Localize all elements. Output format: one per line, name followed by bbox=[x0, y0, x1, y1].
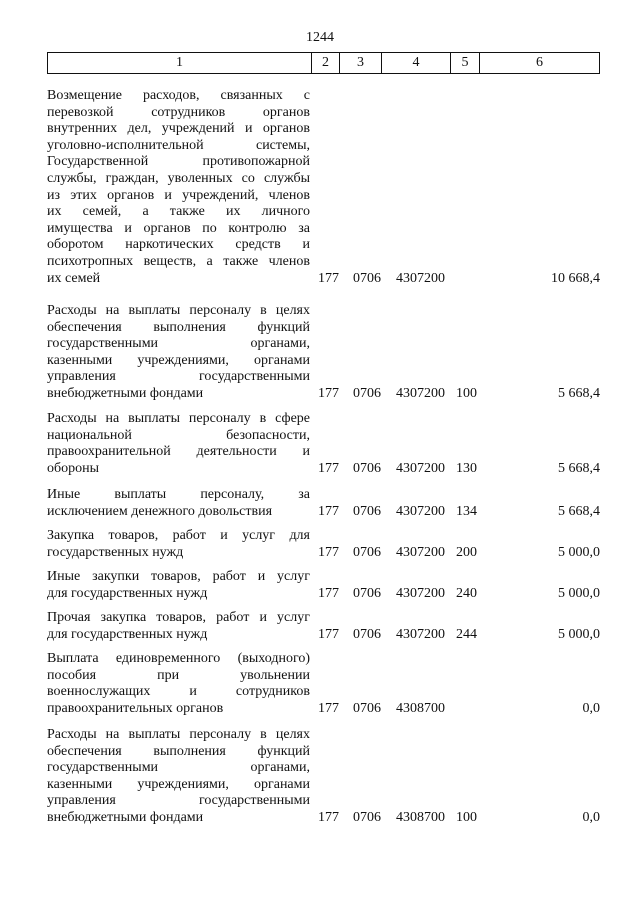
cell-col-6: 5 668,4 bbox=[558, 503, 600, 519]
column-header-6: 6 bbox=[480, 53, 600, 74]
column-header-table bbox=[47, 52, 600, 74]
description-line: службы, граждан, уволенных со службы bbox=[47, 170, 310, 186]
cell-col-2: 177 bbox=[318, 460, 339, 476]
description-line: правоохранительной деятельности и bbox=[47, 444, 310, 460]
description-line: имущества и органов по контролю за bbox=[47, 220, 310, 236]
cell-col-6: 5 668,4 bbox=[558, 460, 600, 476]
description-line: Возмещение расходов, связанных с bbox=[47, 88, 310, 103]
cell-col-3: 0706 bbox=[353, 503, 381, 519]
cell-col-2: 177 bbox=[318, 700, 339, 716]
cell-col-5: 100 bbox=[456, 810, 477, 825]
cell-col-4: 4307200 bbox=[396, 626, 445, 642]
column-header-5: 5 bbox=[451, 53, 480, 74]
cell-col-6: 5 000,0 bbox=[558, 585, 600, 601]
description-line: перевозкой сотрудников органов bbox=[47, 104, 310, 120]
column-header-2: 2 bbox=[312, 53, 340, 74]
cell-col-4: 4307200 bbox=[396, 503, 445, 519]
description-line: их семей, а также их личного bbox=[47, 204, 310, 220]
cell-col-5: 100 bbox=[456, 386, 477, 401]
cell-col-5: 200 bbox=[456, 544, 477, 560]
cell-col-2: 177 bbox=[318, 585, 339, 601]
row-description bbox=[47, 727, 310, 827]
cell-col-5: 130 bbox=[456, 460, 477, 476]
cell-col-4: 4307200 bbox=[396, 386, 445, 401]
cell-col-2: 177 bbox=[318, 544, 339, 560]
description-line: исключением денежного довольствия bbox=[47, 503, 273, 519]
row-description bbox=[47, 487, 310, 520]
row-description bbox=[47, 569, 310, 602]
cell-col-3: 0706 bbox=[353, 270, 381, 286]
description-line: Расходы на выплаты персоналу в целях bbox=[47, 303, 310, 318]
cell-col-4: 4307200 bbox=[396, 270, 445, 286]
description-line: для государственных нужд bbox=[47, 585, 208, 601]
description-line: внебюджетными фондами bbox=[47, 809, 204, 825]
description-line: Расходы на выплаты персоналу в сфере bbox=[47, 411, 310, 426]
description-line: управления государственными bbox=[47, 793, 310, 809]
cell-col-4: 4308700 bbox=[396, 700, 445, 716]
cell-col-3: 0706 bbox=[353, 810, 381, 825]
description-line: психотропных веществ, а также членов bbox=[47, 253, 310, 269]
description-line: Выплата единовременного (выходного) bbox=[47, 651, 310, 666]
description-line: Иные выплаты персоналу, за bbox=[47, 487, 310, 502]
description-line: обороны bbox=[47, 460, 100, 476]
description-line: из этих органов и учреждений, членов bbox=[47, 187, 310, 203]
description-line: государственных нужд bbox=[47, 544, 184, 560]
description-line: пособия при увольнении bbox=[47, 667, 310, 683]
description-line: государственными органами, bbox=[47, 336, 310, 352]
description-line: уголовно-исполнительной системы, bbox=[47, 137, 310, 153]
row-description bbox=[47, 610, 310, 643]
description-line: казенными учреждениями, органами bbox=[47, 776, 310, 792]
column-header-1: 1 bbox=[48, 53, 312, 74]
cell-col-2: 177 bbox=[318, 503, 339, 519]
cell-col-6: 5 000,0 bbox=[558, 626, 600, 642]
description-line: обеспечения выполнения функций bbox=[47, 319, 310, 335]
description-line: военнослужащих и сотрудников bbox=[47, 684, 310, 700]
cell-col-6: 0,0 bbox=[582, 810, 600, 825]
cell-col-4: 4307200 bbox=[396, 585, 445, 601]
description-line: оборотом наркотических средств и bbox=[47, 237, 310, 253]
column-header-4: 4 bbox=[382, 53, 451, 74]
cell-col-2: 177 bbox=[318, 626, 339, 642]
cell-col-3: 0706 bbox=[353, 626, 381, 642]
cell-col-6: 0,0 bbox=[582, 700, 600, 716]
description-line: правоохранительных органов bbox=[47, 700, 224, 716]
cell-col-5: 244 bbox=[456, 626, 477, 642]
cell-col-6: 10 668,4 bbox=[551, 270, 600, 286]
description-line: обеспечения выполнения функций bbox=[47, 743, 310, 759]
description-line: Расходы на выплаты персоналу в целях bbox=[47, 727, 310, 742]
cell-col-6: 5 000,0 bbox=[558, 544, 600, 560]
description-line: Прочая закупка товаров, работ и услуг bbox=[47, 610, 310, 625]
description-line: их семей bbox=[47, 270, 101, 286]
cell-col-3: 0706 bbox=[353, 544, 381, 560]
cell-col-3: 0706 bbox=[353, 386, 381, 401]
description-line: Иные закупки товаров, работ и услуг bbox=[47, 569, 310, 584]
cell-col-2: 177 bbox=[318, 270, 339, 286]
cell-col-4: 4308700 bbox=[396, 810, 445, 825]
cell-col-5: 134 bbox=[456, 503, 477, 519]
description-line: Государственной противопожарной bbox=[47, 154, 310, 170]
page-number: 1244 bbox=[306, 30, 334, 45]
description-line: внебюджетными фондами bbox=[47, 385, 204, 401]
cell-col-2: 177 bbox=[318, 810, 339, 825]
column-header-3: 3 bbox=[340, 53, 382, 74]
cell-col-5: 240 bbox=[456, 585, 477, 601]
description-line: Закупка товаров, работ и услуг для bbox=[47, 528, 310, 543]
cell-col-3: 0706 bbox=[353, 700, 381, 716]
cell-col-3: 0706 bbox=[353, 585, 381, 601]
row-description bbox=[47, 528, 310, 561]
description-line: государственными органами, bbox=[47, 760, 310, 776]
description-line: национальной безопасности, bbox=[47, 427, 310, 443]
cell-col-4: 4307200 bbox=[396, 544, 445, 560]
cell-col-3: 0706 bbox=[353, 460, 381, 476]
cell-col-4: 4307200 bbox=[396, 460, 445, 476]
cell-col-2: 177 bbox=[318, 386, 339, 401]
row-description bbox=[47, 651, 310, 717]
description-line: для государственных нужд bbox=[47, 626, 208, 642]
row-description bbox=[47, 411, 310, 477]
description-line: управления государственными bbox=[47, 369, 310, 385]
cell-col-6: 5 668,4 bbox=[558, 386, 600, 401]
row-description bbox=[47, 88, 310, 287]
description-line: казенными учреждениями, органами bbox=[47, 352, 310, 368]
row-description bbox=[47, 303, 310, 403]
description-line: внутренних дел, учреждений и органов bbox=[47, 121, 310, 137]
